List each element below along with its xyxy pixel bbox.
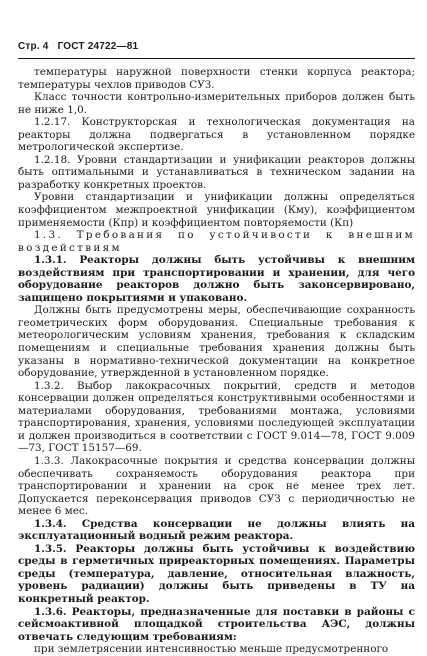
page-label: Стр. 4	[18, 41, 49, 52]
paragraph: температуры наружной поверхности стенки корпуса реактора; температуры чехлов приводов СУЗ.	[18, 66, 415, 91]
paragraph: 1.3.3. Лакокрасочные покрытия и средства консервации должны обеспечивать сохраняемость оборудования реактора при транспортировании и хранении на срок не менее трех лет. Допускается переконсервация приводов СУЗ с периодичностью не менее 6 мес.	[18, 454, 415, 518]
paragraph: Уровни стандартизации и унификации должны определяться коэффициентом межпроектной унификации (Кму), коэффициентом применяемости (Кпр) и коэффициентом повторяемости (Кп)	[18, 191, 415, 229]
paragraph: 1.2.17. Конструкторская и технологическая документация на реакторы должна подвергаться в установленном порядке метрологической экспертизе.	[18, 116, 415, 154]
paragraph: 1.3.5. Реакторы должны быть устойчивы к воздействию среды в герметичных приреакторных помещениях. Параметры среды (температура, давление, относительная влажность, уровень радиации) должны быть приведены в ТУ на конкретный реактор.	[18, 542, 415, 605]
paragraph: 1.3.1. Реакторы должны быть устойчивы к внешним воздействиям при транспортировании и хранении, для чего оборудование реакторов должно быть законсервировано, защищено покрытиями и упаковано.	[18, 254, 415, 304]
document-body	[18, 66, 415, 656]
header-rule	[18, 58, 415, 59]
standard-number: ГОСТ 24722—81	[57, 41, 139, 52]
page-header	[18, 41, 138, 52]
paragraph: при землетрясении интенсивностью меньше предусмотренного	[34, 643, 389, 656]
paragraph: 1.3.2. Выбор лакокрасочных покрытий, средств и методов консервации должен определяться конструктивными особенностями и материалами оборудования, требованиями монтажа, условиями транспортирования, хранения, условиями последующей эксплуатации и должен производиться в соответствии с ГОСТ 9.014—78, ГОСТ 9.009—73, ГОСТ 15157—69.	[18, 379, 415, 455]
paragraph: 1.2.18. Уровни стандартизации и унификации реакторов должны быть оптимальными и устанавливаться в техническом задании на разработку конкретных проектов.	[18, 153, 415, 191]
paragraph: Должны быть предусмотрены меры, обеспечивающие сохранность геометрических форм оборудования. Специальные требования к метеорологическим условиям хранения, требования к складским помещениям и специальные требования хранения должны быть указаны в нормативно-технической документации на конкретное оборудование, утвержденной в установленном порядке.	[18, 304, 415, 380]
paragraph: Класс точности контрольно-измерительных приборов должен быть не ниже 1,0.	[18, 91, 415, 116]
section-heading: 1.3. Требования по устойчивости к внешним воздействиям	[18, 229, 415, 254]
paragraph: 1.3.4. Средства консервации не должны влиять на эксплуатационный водный режим реактора.	[18, 517, 415, 543]
paragraph: 1.3.6. Реакторы, предназначенные для поставки в районы с сейсмоактивной площадкой строительства АЭС, должны отвечать следующим требованиям:	[18, 605, 415, 643]
